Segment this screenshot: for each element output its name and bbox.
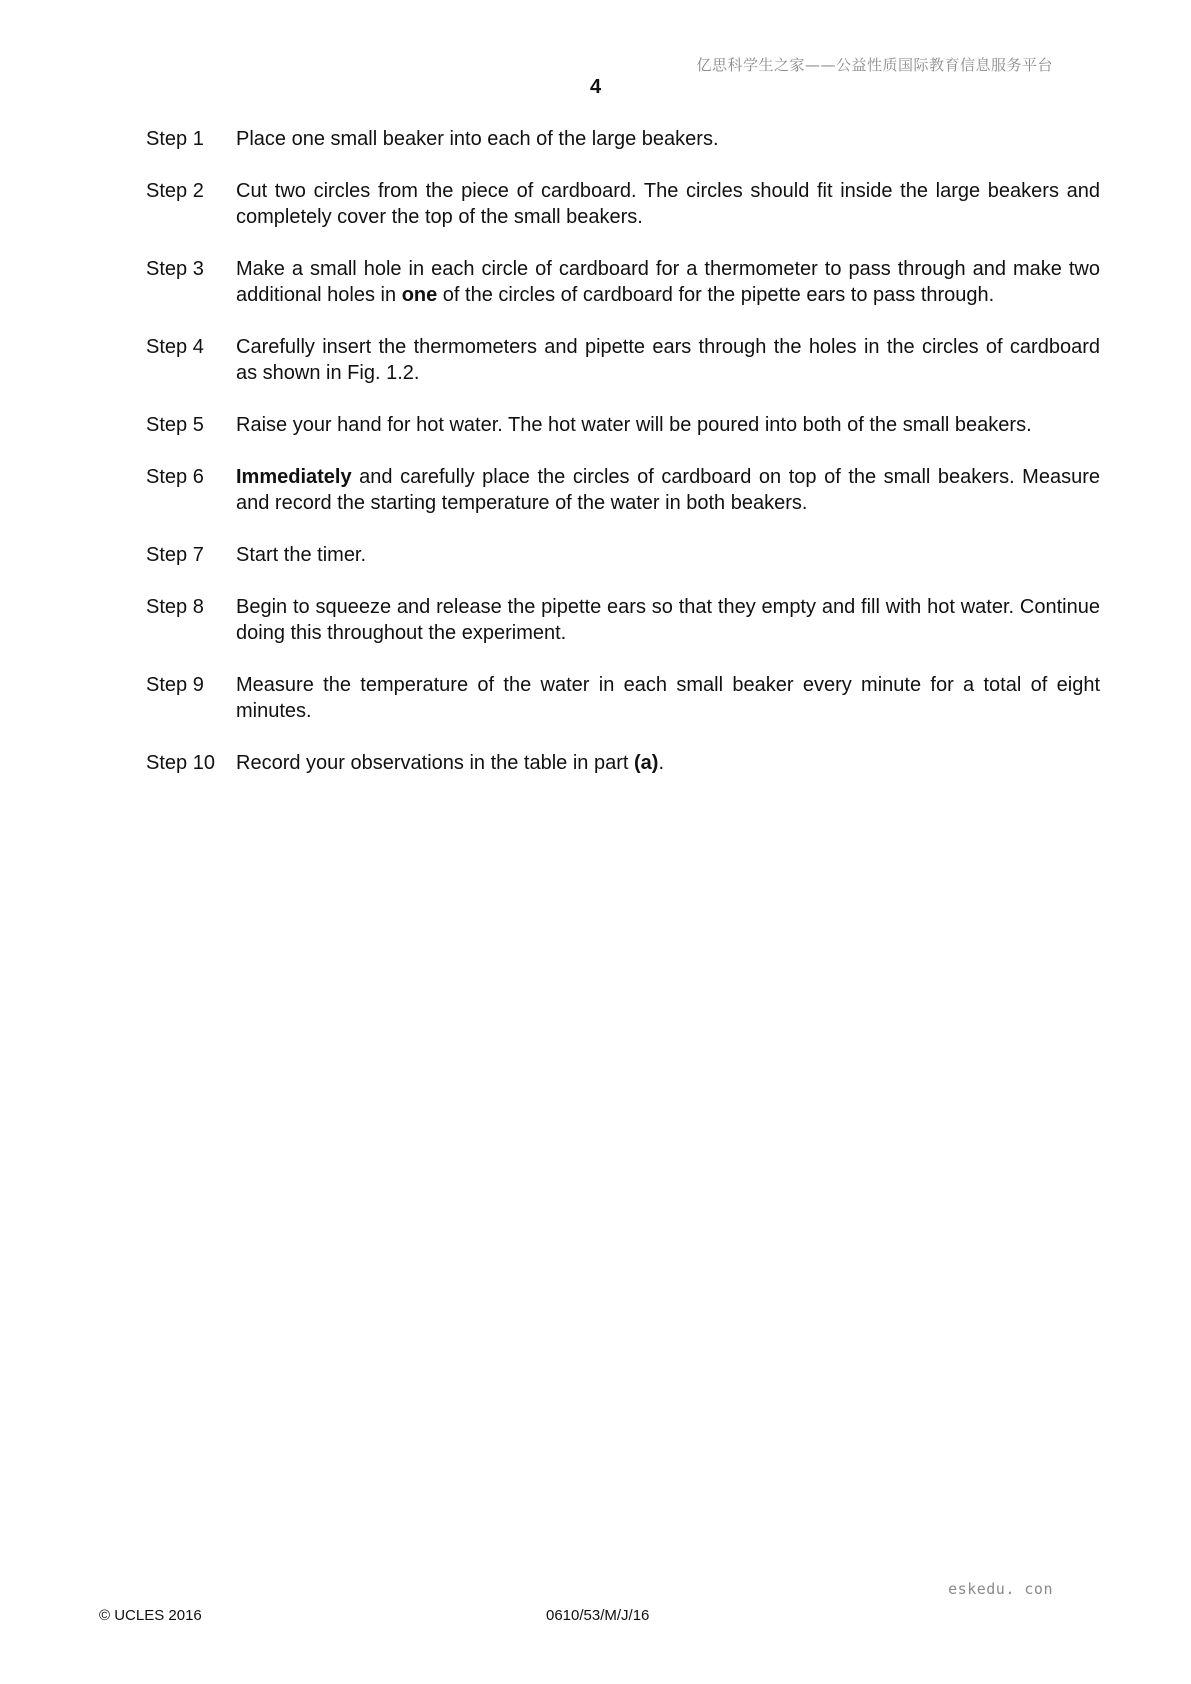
- step-6: [146, 464, 1100, 516]
- step-label: Step 2: [146, 180, 204, 202]
- step-text: Raise your hand for hot water. The hot water will be poured into both of the small beakers.: [236, 414, 1032, 436]
- page-number: 4: [589, 76, 602, 98]
- step-label: Step 6: [146, 466, 204, 488]
- step-label: Step 9: [146, 674, 204, 696]
- step-2: [146, 178, 1100, 230]
- step-label: Step 7: [146, 544, 204, 566]
- step-text: Record your observations in the table in part (a).: [236, 752, 665, 774]
- step-7: [146, 542, 1100, 568]
- step-4: [146, 334, 1100, 386]
- step-text: Place one small beaker into each of the large beakers.: [236, 128, 719, 150]
- emphasis: one: [401, 284, 438, 306]
- step-text: Carefully insert the thermometers and pipette ears through the holes in the circles of cardboard as shown in Fig. 1.2.: [236, 336, 1100, 384]
- step-10: [146, 750, 1100, 776]
- step-text: Measure the temperature of the water in each small beaker every minute for a total of eight minutes.: [236, 674, 1100, 722]
- step-1: [146, 126, 1100, 152]
- step-text: Make a small hole in each circle of cardboard for a thermometer to pass through and make two additional holes in one of the circles of cardboard for the pipette ears to pass through.: [236, 258, 1100, 306]
- header-watermark: 亿思科学生之家——公益性质国际教育信息服务平台: [696, 56, 1053, 74]
- copyright: © UCLES 2016: [99, 1607, 202, 1624]
- step-5: [146, 412, 1100, 438]
- step-text: Begin to squeeze and release the pipette ears so that they empty and fill with hot water. Continue doing this throughout the experiment.: [236, 596, 1100, 644]
- step-9: [146, 672, 1100, 724]
- step-label: Step 4: [146, 336, 204, 358]
- step-label: Step 3: [146, 258, 204, 280]
- footer-watermark: eskedu. con: [948, 1580, 1053, 1598]
- step-text: Start the timer.: [236, 544, 367, 566]
- step-label: Step 1: [146, 128, 204, 150]
- step-label: Step 8: [146, 596, 204, 618]
- step-8: [146, 594, 1100, 646]
- paper-code: 0610/53/M/J/16: [546, 1607, 650, 1624]
- step-text: Cut two circles from the piece of cardboard. The circles should fit inside the large beakers and completely cover the top of the small beakers.: [236, 180, 1100, 228]
- step-label: Step 10: [146, 752, 215, 774]
- step-text: Immediately and carefully place the circles of cardboard on top of the small beakers. Measure and record the starting temperature of the water in both beakers.: [236, 466, 1100, 514]
- procedure-steps: [146, 126, 1100, 802]
- step-label: Step 5: [146, 414, 204, 436]
- step-3: [146, 256, 1100, 308]
- emphasis: (a): [634, 752, 659, 774]
- emphasis: Immediately: [236, 466, 352, 488]
